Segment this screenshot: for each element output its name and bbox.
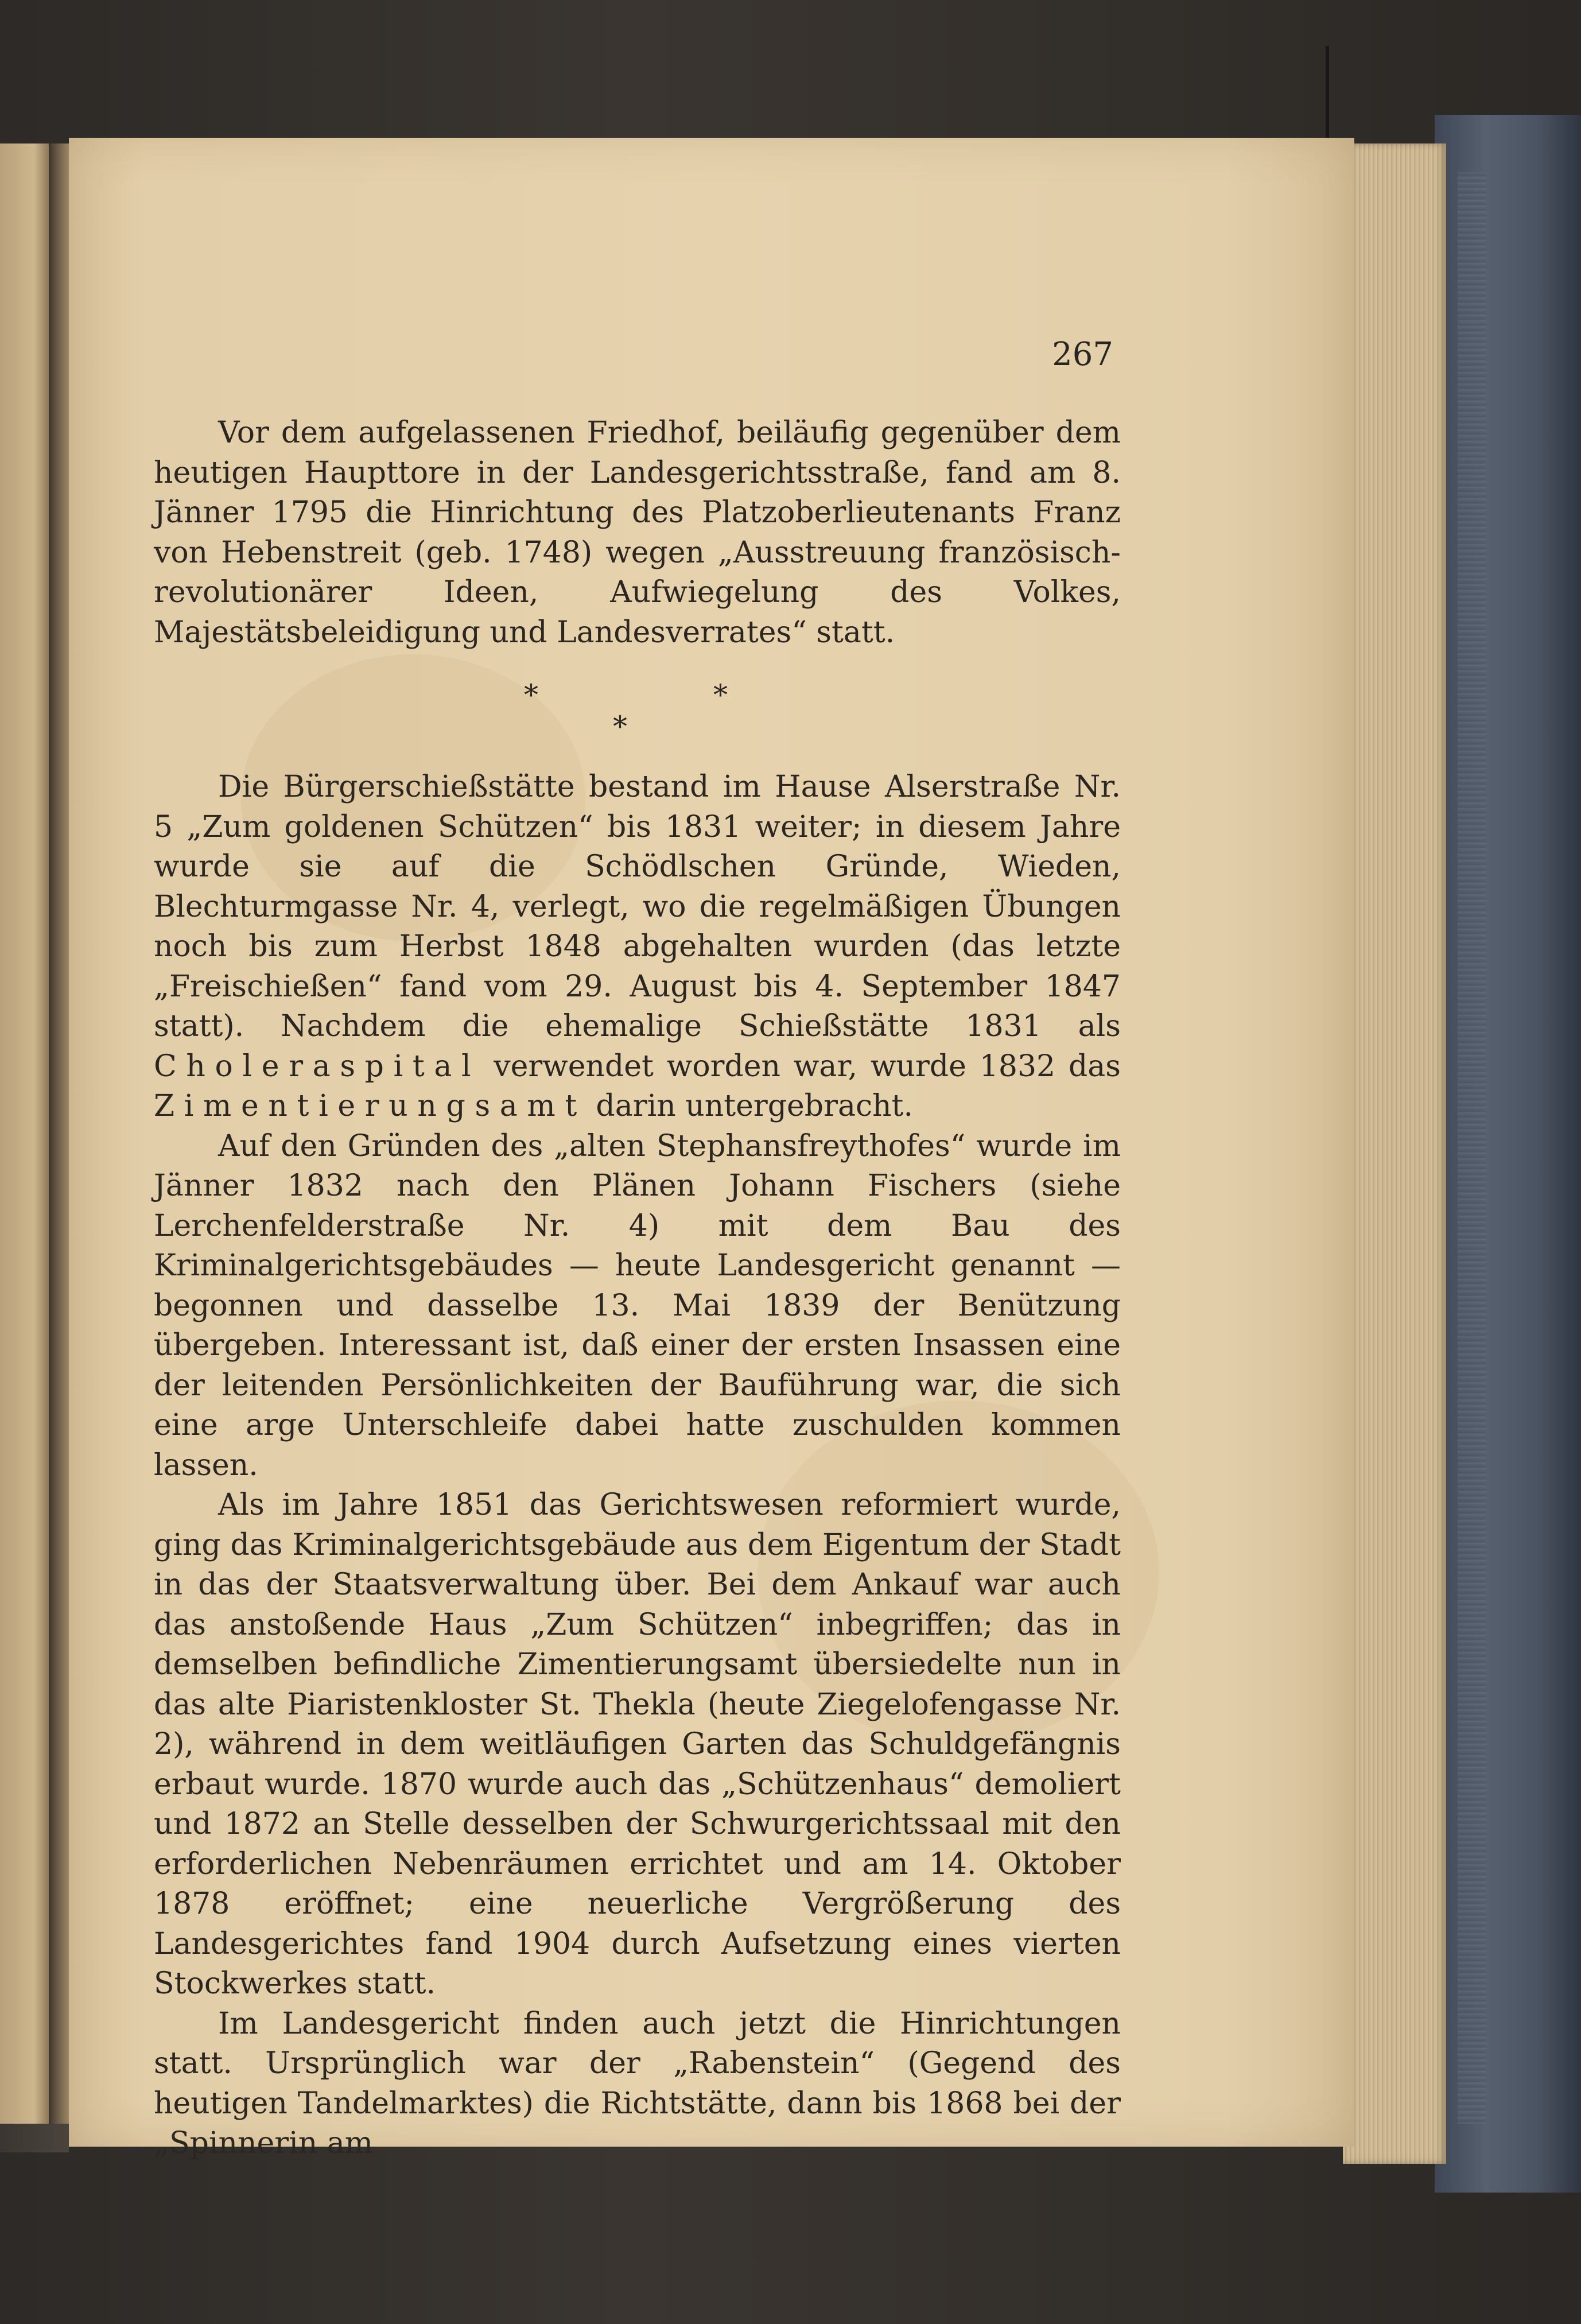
paragraph (154, 767, 1121, 1127)
back-cover (1435, 115, 1581, 2193)
separator-asterisk: * (524, 678, 538, 712)
body-text (154, 413, 1121, 2164)
text-run: Auf den Gründen des „alten Stephansfreythofes“ wurde im Jänner 1832 nach den Plänen Johann Fischers (siehe Lerchenfelderstraße Nr. 4) mit dem Bau des Kriminalgerichtsgebäudes — heute Landesgericht genannt — begonnen und dasselbe 13. Mai 1839 der Benützung übergeben. Interessant ist, daß einer der ersten Insassen eine der leitenden Persönlichkeiten der Bauführung war, die sich eine arge Unterschleife dabei hatte zuschulden kommen lassen. (154, 1128, 1121, 1483)
text-run: Die Bürgerschießstätte bestand im Hause Alserstraße Nr. 5 „Zum goldenen Schützen“ bis 1831 weiter; in diesem Jahre wurde sie auf die Schödlschen Gründe, Wieden, Blechturmgasse Nr. 4, verlegt, wo die regelmäßigen Übungen noch bis zum Herbst 1848 abgehalten wurden (das letzte „Freischießen“ fand vom 29. August bis 4. September 1847 statt). Nachdem die ehemalige Schießstätte 1831 als (154, 770, 1121, 1043)
spaced-emphasis: Cholerаspital (154, 1049, 481, 1084)
separator-asterisk: * (713, 678, 728, 712)
paragraph (154, 1485, 1121, 2004)
section-separator (154, 653, 1121, 767)
page-number: 267 (1052, 336, 1113, 373)
paragraph (154, 1127, 1121, 1486)
spaced-emphasis: Zimentierungsamt (154, 1089, 586, 1123)
text-run: Vor dem aufgelassenen Friedhof, beiläufig gegenüber dem heutigen Haupttore in der Landesgerichtsstraße, fand am 8. Jänner 1795 die Hinrichtung des Platzoberlieutenants Franz von Hebenstreit (geb. 1748) wegen „Ausstreuung französisch-revolutionärer Ideen, Aufwiegelung des Volkes, Majestätsbeleidigung und Landesverrates“ statt. (154, 416, 1121, 650)
text-run: Im Landesgericht finden auch jetzt die Hinrichtungen statt. Ursprünglich war der „Rabenstein“ (Gegend des heutigen Tandelmarktes) die Richtstätte, dann bis 1868 bei der „Spinnerin am (154, 2006, 1121, 2160)
separator-asterisk: * (613, 710, 627, 743)
book-gutter (49, 143, 72, 2124)
text-run: Als im Jahre 1851 das Gerichtswesen reformiert wurde, ging das Kriminalgerichtsgebäude aus dem Eigentum der Stadt in das der Staatsverwaltung über. Bei dem Ankauf war auch das anstoßende Haus „Zum Schützen“ inbegriffen; das in demselben befindliche Zimentierungsamt übersiedelte nun in das alte Piaristenkloster St. Thekla (heute Ziegelofengasse Nr. 2), während in dem weitläufigen Garten das Schuldgefängnis erbaut wurde. 1870 wurde auch das „Schützenhaus“ demoliert und 1872 an Stelle desselben der Schwurgerichtssaal mit den erforderlichen Nebenräumen errichtet und am 14. Oktober 1878 eröffnet; eine neuerliche Vergrößerung des Landesgerichtes fand 1904 durch Aufsetzung eines vierten Stockwerkes statt. (154, 1488, 1121, 2001)
paragraph (154, 413, 1121, 653)
text-run: darin untergebracht. (586, 1089, 913, 1123)
paragraph (154, 2004, 1121, 2164)
top-marker (1326, 46, 1329, 143)
page-block-edges (1343, 143, 1446, 2164)
left-page-edge (0, 143, 49, 2124)
back-cover-texture (1458, 172, 1486, 2124)
text-run: verwendet worden war, wurde 1832 das (480, 1049, 1121, 1084)
